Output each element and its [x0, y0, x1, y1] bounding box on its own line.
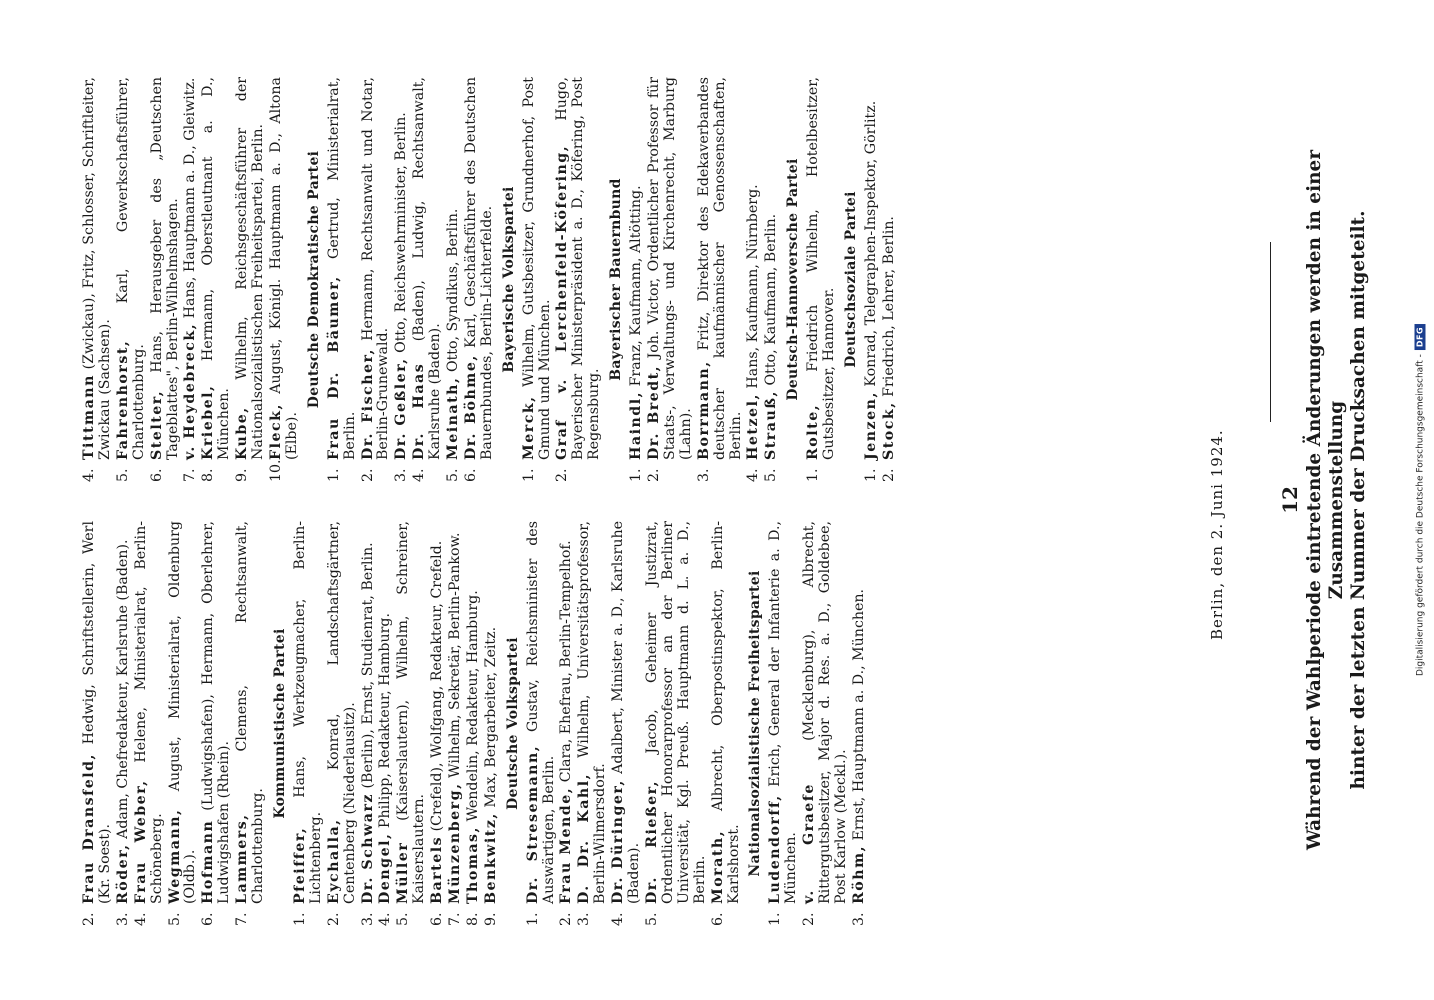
party-heading: Bayerischer Bauernbund — [608, 178, 625, 381]
entry-text — [430, 521, 446, 904]
candidate-name: Frau Weber, — [132, 779, 149, 904]
candidate-entry — [484, 521, 500, 926]
candidate-name: Dr. Böhme, — [462, 354, 479, 460]
entry-text — [464, 77, 496, 460]
candidate-details: Jacob, Geheimer Justizrat, Ordentlicher Honorarprofessor an der Berliner Universität, Kgl. Preuß. Hauptmann d. L. a. D., Berlin. — [644, 521, 708, 904]
candidate-entry — [555, 77, 603, 482]
candidate-name: Stelter, — [148, 389, 165, 460]
party-heading: Deutsche Volkspartei — [504, 637, 521, 810]
entry-text — [150, 77, 182, 460]
candidate-entry — [150, 77, 182, 482]
entry-number: 6. — [200, 912, 217, 926]
candidate-name: Hetzel, — [745, 393, 762, 460]
candidate-name: Wegmann, — [166, 808, 183, 904]
entry-text — [864, 77, 880, 460]
candidate-entry — [430, 521, 446, 926]
entry-number: 1. — [325, 468, 342, 482]
candidate-name: Graf v. Lerchenfeld-Köfering, — [554, 144, 571, 460]
candidate-name: Fleck, — [267, 403, 284, 460]
candidate-name: Frau Dransfeld, — [81, 753, 97, 904]
entry-text — [201, 77, 233, 460]
entry-text — [235, 77, 267, 460]
candidate-entry — [526, 521, 558, 926]
entry-text — [293, 521, 325, 904]
entry-text — [647, 77, 695, 460]
candidate-entry — [168, 521, 200, 926]
entry-text — [235, 521, 267, 904]
candidate-details: (Baden), Ludwig, Rechtsanwalt, Karlsruhe (Baden). — [411, 77, 444, 460]
candidate-name: Kriebel, — [200, 384, 217, 460]
entry-text — [396, 521, 428, 904]
candidate-entry — [82, 521, 114, 926]
candidate-details: Friedrich, Lehrer, Berlin. — [880, 216, 897, 402]
credit-text: Digitalisierung gefördert durch die Deutsche Forschungsgemeinschaft - — [1415, 354, 1425, 677]
candidate-details: Otto, Kaufmann, Berlin. — [763, 213, 780, 390]
entry-number: 1. — [628, 468, 645, 482]
entry-number: 8. — [200, 468, 217, 482]
divider-rule — [1270, 242, 1271, 422]
candidate-entry — [852, 521, 868, 926]
party-heading: Deutschsoziale Partei — [842, 191, 859, 368]
entry-text — [116, 77, 148, 460]
candidate-entry — [412, 77, 444, 482]
candidate-details: (Berlin), Ernst, Studienrat, Berlin. — [359, 542, 376, 793]
candidate-name: Rolte, — [805, 403, 822, 460]
candidate-details: Fritz, Direktor des Edekaverbandes deutscher kaufmännischer Genossenschaften, Berlin. — [695, 77, 744, 460]
candidate-entry — [235, 77, 267, 482]
candidate-details: (Ludwigshafen), Hermann, Oberlehrer, Ludwigshafen (Rhein). — [200, 521, 233, 904]
entry-number: 4. — [610, 912, 627, 926]
left-column — [82, 521, 870, 926]
candidate-entry — [802, 521, 850, 926]
candidate-name: Jenzen, — [862, 391, 879, 460]
party-heading: Nationalsozialistische Freiheitspartei — [747, 570, 764, 877]
party-heading: Deutsch-Hannoversche Partei — [785, 158, 802, 401]
candidate-entry — [629, 77, 645, 482]
entry-number: 5. — [395, 912, 412, 926]
dateline: Berlin, den 2. Juni 1924. — [1208, 429, 1226, 640]
entry-number: 5. — [763, 468, 780, 482]
candidate-entry — [697, 77, 745, 482]
candidate-entry — [82, 77, 114, 482]
entry-number: 6. — [709, 912, 726, 926]
candidate-details: Karl, Geschäftsführer des Deutschen Bauernbundes, Berlin-Lichterfelde. — [462, 77, 495, 460]
candidate-name: Dr. Bredt, — [646, 364, 662, 460]
entry-number: 1. — [524, 912, 541, 926]
entry-number: 6. — [429, 912, 446, 926]
entry-number: 9. — [482, 912, 499, 926]
candidate-name: Dr. Schwarz — [359, 793, 376, 904]
entry-number: 1. — [805, 468, 822, 482]
candidate-details: Hans, Hauptmann a. D., Gleiwitz. — [182, 77, 199, 323]
candidate-entry — [134, 521, 166, 926]
closing-line-1: Während der Wahlperiode eintretende Änderungen werden in einer Zusammenstellung — [1304, 149, 1347, 851]
candidate-entry — [806, 77, 838, 482]
candidate-details: Gertrud, Ministerialrat, Berlin. — [325, 77, 358, 460]
entry-number: 3. — [850, 912, 867, 926]
candidate-name: Dengel, — [377, 832, 394, 904]
candidate-name: Frau Mende, — [558, 786, 575, 904]
candidate-entry — [201, 77, 233, 482]
candidate-entry — [116, 521, 132, 926]
candidate-name: Morath, — [709, 829, 726, 904]
candidate-entry — [327, 77, 359, 482]
candidate-name: v. Heydebreck, — [182, 322, 199, 460]
entry-text — [327, 77, 359, 460]
entry-number: 2. — [646, 468, 662, 482]
candidate-entry — [446, 77, 462, 482]
entry-number: 6. — [148, 468, 165, 482]
candidate-details: Philipp, Redakteur, Hamburg. — [377, 613, 394, 833]
candidate-details: Helene, Ministerialrat, Berlin-Schöneberg. — [132, 521, 165, 904]
candidate-entry — [864, 77, 880, 482]
candidate-name: Stock, — [880, 401, 897, 460]
entry-text — [559, 521, 575, 904]
candidate-name: Dr. Haas — [411, 362, 428, 460]
candidate-details: Adalbert, Minister a. D., Karlsruhe (Baden). — [610, 521, 643, 904]
entry-number: 10. — [267, 459, 284, 482]
candidate-name: Tittmann — [81, 374, 97, 460]
candidate-name: Dr. Rießer, — [644, 779, 660, 904]
candidate-name: v. Graefe — [801, 783, 818, 904]
candidate-entry — [396, 521, 428, 926]
candidate-name: Merck, — [520, 395, 537, 460]
entry-number: 2. — [359, 468, 376, 482]
party-heading: Kommunistische Partei — [271, 628, 288, 819]
entry-number: 2. — [81, 912, 97, 926]
entry-text — [577, 521, 609, 904]
entry-text — [361, 521, 377, 904]
entry-number: 4. — [132, 912, 149, 926]
entry-text — [746, 77, 762, 460]
dfg-logo: DFG — [1415, 324, 1426, 350]
party-heading: Deutsche Demokratische Partei — [305, 150, 322, 409]
entry-number: 7. — [182, 468, 199, 482]
candidate-name: D. Dr. Kahl, — [576, 772, 593, 904]
right-column — [82, 77, 900, 482]
entry-number: 9. — [234, 468, 251, 482]
candidate-name: Fahrenhorst, — [114, 339, 131, 460]
candidate-name: Bartels — [429, 835, 446, 904]
entry-text — [82, 521, 114, 904]
candidate-details: August, Königl. Hauptmann a. D., Altona (Elbe). — [267, 77, 300, 460]
candidate-details: Clara, Ehefrau, Berlin-Tempelhof. — [558, 540, 575, 787]
entry-text — [201, 521, 233, 904]
entry-number: 3. — [576, 912, 593, 926]
candidate-name: Lammers, — [234, 813, 251, 904]
entry-text — [412, 77, 444, 460]
entry-number: 1. — [767, 912, 784, 926]
candidate-details: Erich, General der Infanterie a. D., München. — [767, 521, 800, 904]
candidate-entry — [448, 521, 464, 926]
digitization-credit — [1415, 324, 1426, 676]
candidate-details: (Zwickau), Fritz, Schlosser, Schriftleiter, Zwickau (Sachsen). — [81, 77, 113, 460]
entry-text — [116, 521, 132, 904]
entry-text — [629, 77, 645, 460]
candidate-entry — [522, 77, 554, 482]
candidate-name: Ludendorff, — [767, 794, 784, 904]
candidate-details: Konrad, Telegraphen-Inspektor, Görlitz. — [862, 100, 879, 392]
candidate-entry — [327, 521, 359, 926]
candidate-details: Franz, Kaufmann, Altötting. — [628, 185, 645, 391]
entry-text — [466, 521, 482, 904]
entry-text — [446, 77, 462, 460]
candidate-details: Friedrich Wilhelm, Hotelbesitzer, Gutsbesitzer, Hannover. — [805, 77, 838, 460]
candidate-name: Röhm, — [850, 844, 867, 904]
entry-text — [697, 77, 745, 460]
entry-number: 2. — [558, 912, 575, 926]
candidate-details: Otto, Reichswehrminister, Berlin. — [393, 112, 410, 358]
candidate-name: Frau Dr. Bäumer, — [325, 275, 342, 460]
candidate-details: Otto, Syndikus, Berlin. — [445, 208, 462, 377]
candidate-name: Dr. Geßler, — [393, 357, 410, 460]
candidate-details: Wendelin, Redakteur, Hamburg. — [464, 590, 481, 827]
candidate-entry — [361, 77, 393, 482]
entry-text — [378, 521, 394, 904]
entry-number: 4. — [411, 468, 428, 482]
entry-number: 7. — [447, 912, 464, 926]
candidate-name: Kube, — [234, 406, 251, 460]
entry-number: 5. — [644, 912, 660, 926]
candidate-entry — [577, 521, 609, 926]
candidate-name: Röder, — [114, 843, 131, 904]
party-heading: Bayerische Volkspartei — [500, 186, 517, 373]
entry-text — [526, 521, 558, 904]
candidate-details: Wilhelm, Reichsgeschäftsführer der Nationalsozialistischen Freiheitspartei, Berlin. — [234, 77, 267, 460]
candidate-details: Albrecht, Oberpostinspektor, Berlin-Karlshorst. — [709, 521, 742, 904]
candidate-details: Hans, Kaufmann, Nürnberg. — [745, 184, 762, 394]
candidate-details: Joh. Victor, Ordentlicher Professor für Staats-, Verwaltungs- und Kirchenrecht, Marburg (Lahn). — [646, 77, 694, 460]
candidate-entry — [464, 77, 496, 482]
candidate-details: Max, Bergarbeiter, Zeitz. — [482, 626, 499, 813]
entry-number: 3. — [393, 468, 410, 482]
candidate-details: Wilhelm, Universitätsprofessor, Berlin-Wilmersdorf. — [576, 521, 609, 904]
candidate-details: Hugo, Bayerischer Ministerpräsident a. D., Köfering, Post Regensburg. — [554, 77, 603, 460]
candidate-name: Pfeiffer, — [291, 826, 308, 904]
entry-text — [361, 77, 393, 460]
closing-notice — [1304, 62, 1370, 938]
candidate-entry — [647, 77, 695, 482]
closing-line-2: hinter der letzten Nummer der Drucksachen mitgeteilt. — [1348, 210, 1369, 790]
entry-number: 4. — [745, 468, 762, 482]
candidate-name: Dr. Fischer, — [359, 348, 376, 460]
entry-text — [134, 521, 166, 904]
candidate-details: Adam, Chefredakteur, Karlsruhe (Baden). — [114, 539, 131, 844]
entry-number: 7. — [234, 912, 251, 926]
candidate-entry — [559, 521, 575, 926]
entry-text — [394, 77, 410, 460]
entry-text — [882, 77, 898, 460]
entry-number: 8. — [464, 912, 481, 926]
page-number: 12 — [1278, 486, 1302, 514]
entry-number: 4. — [377, 912, 394, 926]
entry-text — [764, 77, 780, 460]
candidate-details: Ernst, Hauptmann a. D., München. — [850, 588, 867, 845]
entry-text — [555, 77, 603, 460]
entry-text — [852, 521, 868, 904]
entry-text — [327, 521, 359, 904]
candidate-details: Hans, Werkzeugmacher, Berlin-Lichtenberg. — [291, 521, 324, 904]
entry-number: 5. — [166, 912, 183, 926]
candidate-details: Wilhelm, Sekretär, Berlin-Pankow. — [447, 532, 464, 783]
candidate-details: (Kaiserslautern), Wilhelm, Schreiner, Kaiserslautern. — [395, 521, 428, 904]
candidate-name: Hofmann — [200, 819, 217, 904]
entry-number: 2. — [325, 912, 342, 926]
entry-number: 3. — [114, 912, 131, 926]
candidate-details: Hans, Herausgeber des „Deutschen Tageblattes", Berlin-Wilhelmshagen. — [148, 77, 181, 460]
candidate-details: Hedwig, Schriftstellerin, Werl (Kr. Soest). — [81, 521, 113, 904]
candidate-entry — [466, 521, 482, 926]
entry-text — [484, 521, 500, 904]
candidate-details: Karl, Gewerkschaftsführer, Charlottenburg. — [114, 77, 147, 460]
entry-text — [768, 521, 800, 904]
candidate-name: Eychalla, — [325, 818, 342, 904]
candidate-details: Konrad, Landschaftsgärtner, Centenberg (Niederlausitz). — [325, 521, 358, 904]
candidate-name: Müller — [395, 841, 412, 904]
entry-text — [806, 77, 838, 460]
entry-number: 1. — [862, 468, 879, 482]
candidate-entry — [116, 77, 148, 482]
candidate-entry — [764, 77, 780, 482]
candidate-entry — [235, 521, 267, 926]
candidate-details: (Crefeld), Wolfgang, Redakteur, Crefeld. — [429, 540, 446, 836]
entry-text — [711, 521, 743, 904]
candidate-entry — [394, 77, 410, 482]
candidate-details: (Mecklenburg), Albrecht, Rittergutsbesitzer, Major d. Res. a. D., Goldebee, Post Karlow (Meckl.). — [801, 521, 849, 904]
entry-number: 2. — [554, 468, 571, 482]
entry-number: 4. — [81, 468, 97, 482]
entry-number: 6. — [462, 468, 479, 482]
entry-text — [269, 77, 301, 460]
entry-text — [802, 521, 850, 904]
entry-text — [522, 77, 554, 460]
entry-number: 3. — [359, 912, 376, 926]
document-page — [52, 50, 1382, 950]
entry-number: 5. — [114, 468, 131, 482]
entry-number: 5. — [445, 468, 462, 482]
candidate-entry — [711, 521, 743, 926]
candidate-entry — [882, 77, 898, 482]
candidate-details: Gustav, Reichsminister des Auswärtigen, Berlin. — [524, 521, 557, 904]
entry-text — [82, 77, 114, 460]
candidate-entry — [361, 521, 377, 926]
candidate-entry — [611, 521, 643, 926]
entry-text — [611, 521, 643, 904]
candidate-name: Münzenberg, — [447, 782, 464, 904]
candidate-entry — [746, 77, 762, 482]
entry-number: 1. — [291, 912, 308, 926]
candidate-name: Haindl, — [628, 390, 645, 460]
candidate-details: Clemens, Rechtsanwalt, Charlottenburg. — [234, 521, 267, 904]
candidate-entry — [183, 77, 199, 482]
entry-number: 2. — [801, 912, 818, 926]
candidate-entry — [378, 521, 394, 926]
candidate-name: Meinath, — [445, 376, 462, 460]
candidate-entry — [269, 77, 301, 482]
entry-number: 1. — [520, 468, 537, 482]
candidate-details: August, Ministerialrat, Oldenburg (Oldb.). — [166, 521, 199, 904]
entry-number: 2. — [880, 468, 897, 482]
candidate-entry — [645, 521, 709, 926]
candidate-name: Benkwitz, — [482, 812, 499, 904]
candidate-name: Dr. Düringer, — [610, 779, 627, 904]
candidate-details: Hermann, Rechtsanwalt und Notar, Berlin-Grunewald. — [359, 77, 392, 460]
entry-text — [645, 521, 709, 904]
entry-text — [448, 521, 464, 904]
candidate-name: Dr. Stresemann, — [524, 744, 541, 904]
candidate-details: Wilhelm, Gutsbesitzer, Grundnerhof, Post Gmund und München. — [520, 77, 553, 460]
candidate-entry — [768, 521, 800, 926]
candidate-entry — [293, 521, 325, 926]
candidate-name: Thomas, — [464, 826, 481, 904]
entry-text — [183, 77, 199, 460]
entry-text — [168, 521, 200, 904]
candidate-name: Borrmann, — [695, 360, 712, 460]
candidate-entry — [201, 521, 233, 926]
candidate-details: Hermann, Oberstleutnant a. D., München. — [200, 77, 233, 460]
candidate-name: Strauß, — [763, 389, 780, 460]
entry-number: 3. — [695, 468, 712, 482]
